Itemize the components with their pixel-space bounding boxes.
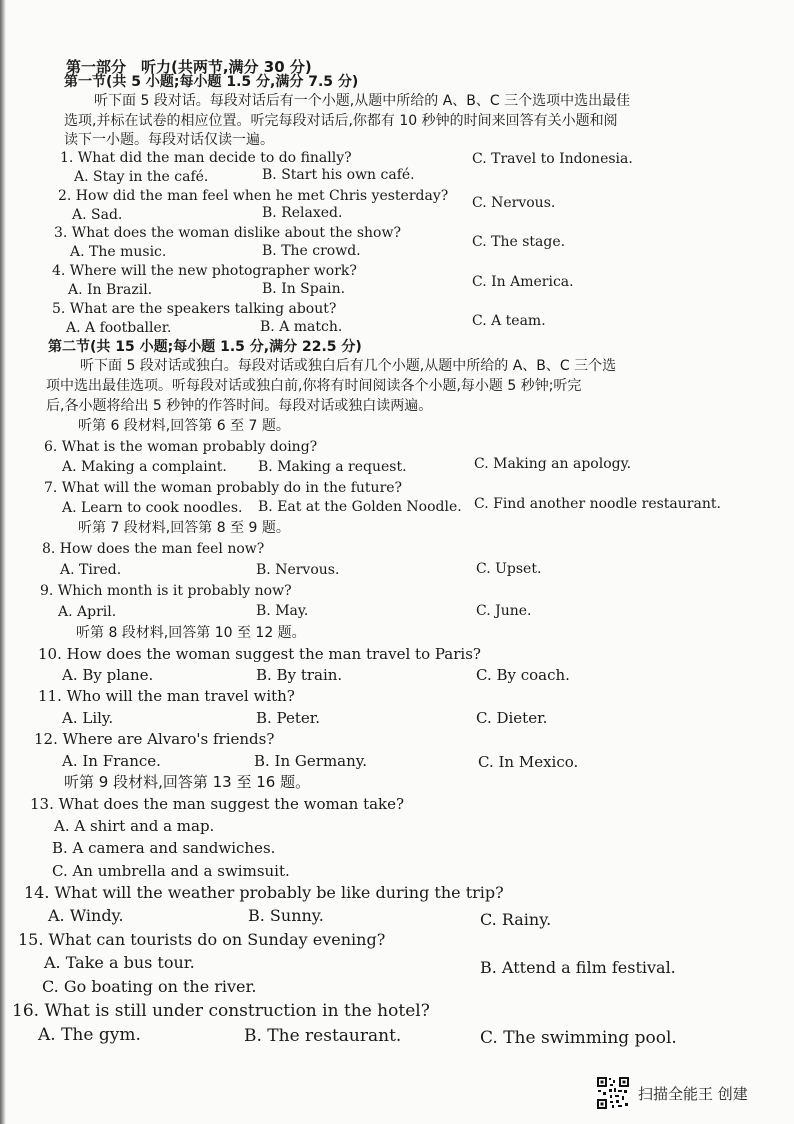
q7-option-c: C. Find another noodle restaurant.: [474, 496, 721, 512]
question-7: 7. What will the woman probably do in the future?: [44, 480, 403, 496]
q15-option-b: B. Attend a film festival.: [480, 958, 676, 977]
part1-title: 第一部分 听力(共两节,满分 30 分): [66, 58, 312, 76]
question-4: 4. Where will the new photographer work?: [52, 263, 357, 279]
q5-option-a: A. A footballer.: [66, 320, 172, 336]
section2-instruction-line2: 项中选出最佳选项。听每段对话或独白前,你将有时间阅读各个小题,每小题 5 秒钟;听完: [46, 378, 582, 394]
q2-option-c: C. Nervous.: [472, 195, 556, 211]
q14-option-a: A. Windy.: [48, 906, 124, 925]
q4-option-a: A. In Brazil.: [68, 282, 153, 298]
q12-option-c: C. In Mexico.: [478, 753, 579, 771]
question-16: 16. What is still under construction in the hotel?: [12, 1001, 430, 1021]
q3-option-a: A. The music.: [70, 244, 167, 260]
section2-instruction-line3: 后,各小题将给出 5 秒钟的作答时间。每段对话或独白读两遍。: [46, 398, 433, 414]
section1-title: 第一节(共 5 小题;每小题 1.5 分,满分 7.5 分): [64, 74, 359, 90]
q8-option-b: B. Nervous.: [256, 562, 340, 578]
q8-option-a: A. Tired.: [60, 562, 122, 578]
q5-option-c: C. A team.: [472, 313, 546, 329]
section1-instruction-line3: 读下一小题。每段对话仅读一遍。: [64, 132, 274, 148]
q12-option-a: A. In France.: [62, 752, 161, 770]
question-8: 8. How does the man feel now?: [42, 541, 265, 557]
q5-option-b: B. A match.: [260, 319, 343, 335]
q12-option-b: B. In Germany.: [254, 752, 368, 770]
q13-option-a: A. A shirt and a map.: [54, 817, 215, 835]
q6-option-a: A. Making a complaint.: [62, 459, 227, 475]
question-1: 1. What did the man decide to do finally?: [60, 150, 352, 166]
material-7-heading: 听第 7 段材料,回答第 8 至 9 题。: [78, 520, 290, 536]
material-6-heading: 听第 6 段材料,回答第 6 至 7 题。: [78, 418, 290, 434]
q1-option-b: B. Start his own café.: [262, 167, 415, 183]
q14-option-c: C. Rainy.: [480, 910, 552, 929]
q14-option-b: B. Sunny.: [248, 906, 324, 925]
q1-option-a: A. Stay in the café.: [74, 169, 209, 185]
question-11: 11. Who will the man travel with?: [38, 687, 295, 705]
q7-option-a: A. Learn to cook noodles.: [62, 500, 243, 516]
q11-option-c: C. Dieter.: [476, 709, 548, 727]
q16-option-c: C. The swimming pool.: [480, 1028, 677, 1048]
section2-instruction-line1: 听下面 5 段对话或独白。每段对话或独白后有几个小题,从题中所给的 A、B、C 三个选: [80, 358, 617, 374]
question-15: 15. What can tourists do on Sunday evening?: [18, 930, 386, 949]
section2-title: 第二节(共 15 小题;每小题 1.5 分,满分 22.5 分): [48, 339, 362, 355]
question-13: 13. What does the man suggest the woman take?: [30, 795, 405, 813]
q11-option-b: B. Peter.: [256, 709, 321, 727]
q15-option-c: C. Go boating on the river.: [42, 977, 257, 996]
question-9: 9. Which month is it probably now?: [40, 583, 292, 599]
qr-code-icon: [596, 1076, 630, 1110]
question-10: 10. How does the woman suggest the man travel to Paris?: [38, 645, 481, 663]
question-6: 6. What is the woman probably doing?: [44, 439, 318, 455]
q3-option-c: C. The stage.: [472, 234, 566, 250]
q2-option-b: B. Relaxed.: [262, 205, 343, 221]
section1-instruction-line2: 选项,并标在试卷的相应位置。听完每段对话后,你都有 10 秒钟的时间来回答有关小题和阅: [64, 113, 618, 129]
q3-option-b: B. The crowd.: [262, 243, 361, 259]
question-12: 12. Where are Alvaro's friends?: [34, 730, 275, 748]
q11-option-a: A. Lily.: [62, 709, 114, 727]
question-14: 14. What will the weather probably be like during the trip?: [24, 883, 504, 902]
q9-option-c: C. June.: [476, 603, 532, 619]
q8-option-c: C. Upset.: [476, 561, 542, 577]
q10-option-c: C. By coach.: [476, 666, 570, 684]
q15-option-a: A. Take a bus tour.: [44, 953, 195, 972]
q6-option-c: C. Making an apology.: [474, 456, 632, 472]
q2-option-a: A. Sad.: [72, 207, 123, 223]
question-2: 2. How did the man feel when he met Chris yesterday?: [58, 188, 449, 204]
q10-option-b: B. By train.: [256, 666, 343, 684]
question-3: 3. What does the woman dislike about the show?: [54, 225, 401, 241]
q13-option-b: B. A camera and sandwiches.: [52, 839, 276, 857]
q10-option-a: A. By plane.: [62, 666, 154, 684]
q9-option-b: B. May.: [256, 603, 309, 619]
q7-option-b: B. Eat at the Golden Noodle.: [258, 499, 462, 515]
q16-option-b: B. The restaurant.: [244, 1026, 402, 1046]
q6-option-b: B. Making a request.: [258, 459, 407, 475]
q16-option-a: A. The gym.: [38, 1025, 141, 1045]
scanner-watermark-text: 扫描全能王 创建: [638, 1084, 748, 1103]
q1-option-c: C. Travel to Indonesia.: [472, 151, 633, 167]
q13-option-c: C. An umbrella and a swimsuit.: [52, 862, 290, 880]
question-5: 5. What are the speakers talking about?: [52, 301, 337, 317]
q9-option-a: A. April.: [58, 604, 117, 620]
material-8-heading: 听第 8 段材料,回答第 10 至 12 题。: [76, 625, 306, 641]
section1-instruction-line1: 听下面 5 段对话。每段对话后有一个小题,从题中所给的 A、B、C 三个选项中选出最佳: [94, 93, 631, 109]
q4-option-c: C. In America.: [472, 274, 574, 290]
scanner-watermark: [596, 1075, 748, 1111]
q4-option-b: B. In Spain.: [262, 281, 346, 297]
material-9-heading: 听第 9 段材料,回答第 13 至 16 题。: [64, 773, 311, 791]
scan-edge-shadow: [0, 0, 6, 1124]
